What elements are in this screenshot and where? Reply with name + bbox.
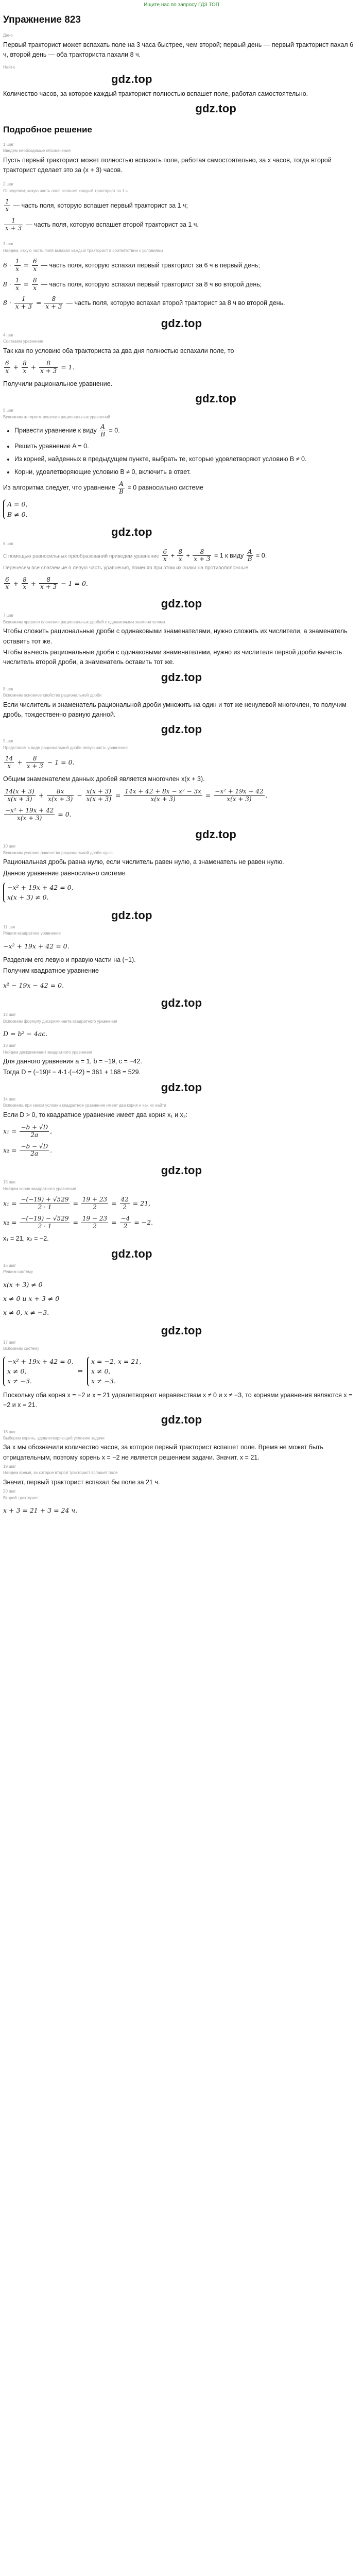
step-caption: Введем необходимые обозначения bbox=[3, 148, 71, 154]
watermark: gdz.top bbox=[195, 828, 236, 841]
watermark: gdz.top bbox=[161, 1413, 202, 1427]
formula-row: x ≠ 0, x ≠ −3. bbox=[3, 1309, 49, 1317]
list-item: • Привести уравнение к виду $\frac{A}{B}$ = 0. bbox=[14, 423, 360, 438]
formula-row: 6 · $\frac{1}{x}$ = $\frac{6}{x}$ — часть поля, которую вспахал первый тракторист за 6 ч в первый день; bbox=[3, 258, 260, 273]
step-label: 20 шаг bbox=[3, 1489, 16, 1494]
formula-row: x ≠ 0 и x + 3 ≠ 0 bbox=[3, 1294, 60, 1302]
step-label: 6 шаг bbox=[3, 541, 14, 547]
step-text: Если числитель и знаменатель рациональной дроби умножить на один и тот же ненулевой многочлен, то получим дробь, тождественно равную данной. bbox=[3, 701, 347, 718]
step-caption: Решим систему bbox=[3, 1269, 33, 1275]
detailed-solution-title: Подробное решение bbox=[3, 124, 92, 134]
step-label: 11 шаг bbox=[3, 924, 16, 929]
watermark: gdz.top bbox=[161, 1164, 202, 1177]
step-text: Чтобы вычесть рациональные дроби с одинаковыми знаменателями, нужно из числителя первой дроби вычесть числитель второй дроби, а знаменатель оставить тот же. bbox=[3, 648, 342, 666]
step-text: Рациональная дробь равна нулю, если числитель равен нулю, а знаменатель не равен нулю. bbox=[3, 858, 284, 866]
list-item: • Решить уравнение A = 0. bbox=[14, 442, 360, 451]
step-label: 18 шаг bbox=[3, 1429, 16, 1434]
formula-row: $\frac{1}{x + 3}$ — часть поля, которую вспашет второй тракторист за 1 ч. bbox=[5, 216, 199, 232]
step-label: 1 шаг bbox=[3, 142, 14, 147]
step-caption: Найдем корни квадратного уравнения bbox=[3, 1186, 76, 1191]
step-label: 14 шаг bbox=[3, 1096, 16, 1101]
step-label: 15 шаг bbox=[3, 1180, 16, 1185]
formula-row: 8 · $\frac{1}{x + 3}$ = $\frac{8}{x + 3}$ — часть поля, которую вспахал второй тракторист за 8 ч во второй день. bbox=[3, 295, 285, 311]
equation: $\frac{6}{x}$ + $\frac{8}{x}$ + $\frac{8}{x + 3}$ − 1 = 0. bbox=[5, 575, 88, 591]
step-text: Значит, первый тракторист вспахал бы поле за 21 ч. bbox=[3, 1478, 160, 1486]
step-caption: Определим, какую часть поля вспашет каждый тракторист за 1 ч bbox=[3, 188, 128, 193]
watermark: gdz.top bbox=[161, 670, 202, 684]
step-text: Данное уравнение равносильно системе bbox=[3, 869, 126, 877]
step-text: Поскольку оба корня x = −2 и x = 21 удовлетворяют неравенствам x ≠ 0 и x ≠ −3, то корнями уравнения являются x = −2 и x = 21. bbox=[3, 1391, 353, 1409]
step-text: Общим знаменателем данных дробей является многочлен x(x + 3). bbox=[3, 775, 205, 783]
equation: $\frac{14}{x}$ + $\frac{8}{x + 3}$ − 1 = 0. bbox=[5, 755, 75, 770]
step-label: 4 шаг bbox=[3, 333, 14, 338]
step-text: Так как по условию оба тракториста за два дня полностью вспахали поле, то bbox=[3, 347, 234, 354]
step-caption: Составим уравнение bbox=[3, 339, 43, 344]
step-caption: Решим квадратное уравнение bbox=[3, 931, 61, 936]
step-caption: Вспомним алгоритм решения рациональных уравнений bbox=[3, 414, 110, 419]
step-label: 3 шаг bbox=[3, 242, 14, 247]
step-caption: Представим в виде рациональной дроби левую часть уравнения bbox=[3, 745, 128, 750]
watermark: gdz.top bbox=[111, 526, 152, 539]
watermark: gdz.top bbox=[111, 72, 152, 86]
step-text: Пусть первый тракторист может полностью вспахать поле, работая самостоятельно, за x часов, тогда второй тракторист сделает это за (x + 3) часов. bbox=[3, 156, 332, 174]
watermark: gdz.top bbox=[161, 597, 202, 611]
formula-row: x₂ = $\frac{-b - √D}{2a}$ . bbox=[3, 1142, 53, 1158]
equation: $\frac{14(x + 3)}{x(x + 3)}$ + $\frac{8x}{x(x + 3)}$ − $\frac{x(x + 3)}{x(x + 3)}$ = $\frac{\text{14x + 42 + 8x − x² − 3x}}{x(x + 3)}$ = $\frac{\text{−x² + 19x + 42}}{x(x + 3)}$ . bbox=[5, 788, 268, 803]
step-label: 2 шаг bbox=[3, 182, 14, 187]
given-text: Первый тракторист может вспахать поле на 3 часа быстрее, чем второй; первый день — первый тракторист пахал 6 ч, второй день — оба тракториста пахали 8 ч. bbox=[3, 41, 354, 59]
step-text: Получим квадратное уравнение bbox=[3, 967, 99, 975]
formula-row: $\frac{1}{x}$ — часть поля, которую вспашет первый тракторист за 1 ч; bbox=[5, 198, 188, 213]
algorithm-list bbox=[14, 423, 360, 478]
step-text: Получили рациональное уравнение. bbox=[3, 380, 113, 387]
step-text: x₁ = 21, x₂ = −2. bbox=[3, 1235, 49, 1243]
list-item: • Из корней, найденных в предыдущем пункте, выбрать те, которые удовлетворяют условию B ≠ 0. bbox=[14, 454, 360, 464]
step-caption: Выберем корень, удовлетворяющий условию задачи bbox=[3, 1435, 105, 1440]
formula-row: D = b² − 4ac. bbox=[3, 1029, 48, 1038]
find-label: Найти bbox=[3, 64, 15, 70]
list-item: • Корни, удовлетворяющие условию B ≠ 0, включить в ответ. bbox=[14, 467, 360, 477]
step-caption: Вспомним условие равенства рациональной дроби нулю bbox=[3, 850, 113, 855]
step-caption: Вспомним, при каком условии квадратное уравнение имеет два корня и как их найти bbox=[3, 1103, 166, 1108]
system: −x² + 19x + 42 = 0, x(x + 3) ≠ 0. bbox=[3, 883, 360, 903]
equation: $\frac{6}{x}$ + $\frac{8}{x}$ + $\frac{8}{x + 3}$ = 1. bbox=[5, 360, 75, 375]
step-text: Из алгоритма следует, что уравнение $\frac{A}{B}$ = 0 равносильно системе bbox=[3, 480, 203, 495]
watermark: gdz.top bbox=[161, 723, 202, 736]
step-caption: Найдем дискриминант квадратного уравнения bbox=[3, 1049, 92, 1055]
step-text: За x мы обозначили количество часов, за которое первый тракторист вспашет поле. Время не может быть отрицательным, поэтому корень x = −2 не является решением задачи. Значит, x = 21. bbox=[3, 1444, 323, 1461]
system: −x² + 19x + 42 = 0, x ≠ 0, x ≠ −3. ⇔ x = −2, x = 21, x ≠ 0, x ≠ −3. bbox=[3, 1357, 360, 1386]
step-text: Для данного уравнения a = 1, b = −19, c = −42. bbox=[3, 1058, 142, 1065]
formula-row: x₂ = $\frac{-(-19) - √529}{2 \cdot 1}$ = $\frac{19 - 23}{2}$ = $\frac{-4}{2}$ = −2. bbox=[3, 1214, 153, 1230]
watermark: gdz.top bbox=[161, 316, 202, 330]
formula-row: x(x + 3) ≠ 0 bbox=[3, 1280, 43, 1289]
equation: $\frac{\text{−x² + 19x + 42}}{x(x + 3)}$ = 0. bbox=[5, 806, 72, 822]
step-caption: Перенесем все слагаемые в левую часть уравнения, поменяв при этом их знаки на противоположные bbox=[3, 565, 249, 571]
formula-row: x₁ = $\frac{-b + √D}{2a}$ , bbox=[3, 1124, 53, 1139]
step-text: Чтобы сложить рациональные дроби с одинаковыми знаменателями, нужно сложить их числители, а знаменатель оставить тот же. bbox=[3, 628, 348, 645]
step-label: 13 шаг bbox=[3, 1043, 16, 1048]
step-label: 12 шаг bbox=[3, 1012, 16, 1018]
watermark: gdz.top bbox=[161, 1324, 202, 1337]
step-caption: Второй тракторист bbox=[3, 1495, 39, 1500]
step-label: 19 шаг bbox=[3, 1464, 16, 1469]
watermark: gdz.top bbox=[195, 392, 236, 405]
step-caption: Найдем, какую часть поля вспахал каждый тракторист в соответствии с условиями bbox=[3, 248, 163, 253]
watermark: gdz.top bbox=[111, 908, 152, 922]
watermark: gdz.top bbox=[161, 996, 202, 1010]
equation: x² − 19x − 42 = 0. bbox=[3, 981, 64, 989]
formula-row: x + 3 = 21 + 3 = 24 ч. bbox=[3, 1506, 78, 1515]
step-caption: Вспомним правило сложения рациональных дробей с одинаковыми знаменателями bbox=[3, 619, 165, 624]
step-label: 7 шаг bbox=[3, 613, 14, 618]
page-title: Упражнение 823 bbox=[3, 14, 81, 25]
step-label: 10 шаг bbox=[3, 844, 16, 849]
step-label: 16 шаг bbox=[3, 1263, 16, 1268]
step-caption: Вспомним основное свойство рациональной дроби bbox=[3, 693, 102, 698]
watermark: gdz.top bbox=[195, 102, 236, 115]
step-text: Тогда D = (−19)² − 4·1·(−42) = 361 + 168 = 529. bbox=[3, 1069, 141, 1076]
step-caption: Найдем время, за которое второй тракторист вспашет поле bbox=[3, 1470, 118, 1476]
top-link[interactable]: Ищите нас по запросу ГДЗ ТОП bbox=[144, 2, 219, 8]
step-label: 9 шаг bbox=[3, 739, 14, 744]
watermark: gdz.top bbox=[161, 1080, 202, 1094]
formula-row: x₁ = $\frac{-(-19) + √529}{2 \cdot 1}$ = $\frac{19 + 23}{2}$ = $\frac{42}{2}$ = 21, bbox=[3, 1196, 151, 1211]
step-label: 17 шаг bbox=[3, 1340, 16, 1345]
step-text: Если D > 0, то квадратное уравнение имеет два корня x₁ и x₂: bbox=[3, 1111, 188, 1118]
watermark: gdz.top bbox=[111, 1247, 152, 1260]
step-caption: Вспомним систему bbox=[3, 1346, 40, 1351]
find-text: Количество часов, за которое каждый тракторист полностью вспашет поле, работая самостоятельно. bbox=[3, 90, 308, 98]
system: A = 0, B ≠ 0. bbox=[3, 499, 360, 519]
given-label: Дано bbox=[3, 33, 13, 38]
step-caption: Вспомним формулу дискриминанта квадратного уравнения bbox=[3, 1019, 117, 1024]
step-label: 5 шаг bbox=[3, 408, 14, 413]
step-label: 8 шаг bbox=[3, 686, 14, 691]
equation: −x² + 19x + 42 = 0. bbox=[3, 942, 70, 950]
formula-row: 8 · $\frac{1}{x}$ = $\frac{8}{x}$ — часть поля, которую вспахал первый тракторист за 8 ч во второй день; bbox=[3, 276, 262, 292]
step-text: С помощью равносильных преобразований приведем уравнение $\frac{6}{x}$ + $\frac{8}{x}$ + $\frac{8}{x + 3}$ = 1 к виду $\frac{A}{B}$ = 0. bbox=[3, 548, 267, 563]
step-text: Разделим его левую и правую части на (−1). bbox=[3, 956, 136, 963]
